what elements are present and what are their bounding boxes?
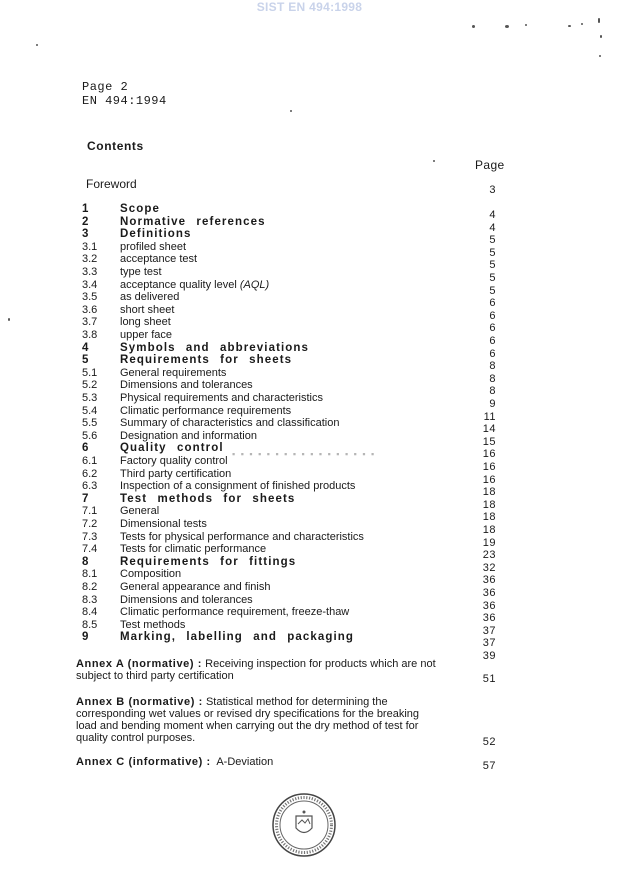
toc-entry <box>82 505 159 518</box>
toc-entry-number: 6.1 <box>82 455 98 467</box>
toc-entry-abbrev: (AQL) <box>236 278 270 291</box>
toc-entry-number: 3.3 <box>82 266 98 278</box>
toc-entry <box>82 468 231 481</box>
annex-b <box>76 696 436 744</box>
foreword-label: Foreword <box>86 177 137 191</box>
toc-entry-page: 5 <box>489 234 496 247</box>
toc-entry <box>82 203 160 216</box>
toc-entry <box>82 606 349 619</box>
toc-entry-page: 18 <box>482 486 496 499</box>
toc-entry <box>82 556 296 569</box>
toc-entry-number: 3.5 <box>82 291 98 304</box>
toc-entry-number: 4 <box>82 341 89 354</box>
toc-entry-title: Normative references <box>120 215 266 228</box>
toc-entry <box>82 417 339 430</box>
toc-entry-number: 5 <box>82 354 89 367</box>
toc-entry-title: Requirements for fittings <box>120 555 297 568</box>
toc-entry-number: 2 <box>82 215 89 228</box>
toc-entry-title: Symbols and abbreviations <box>120 341 310 354</box>
toc-entry-title: type test <box>120 266 162 278</box>
toc-entry-page: 6 <box>489 309 496 322</box>
toc-entry <box>82 442 224 455</box>
toc-entry-number: 5.4 <box>82 404 98 417</box>
faint-stamp-text: ▪ ▪ ▪ ▪ ▪ ▪ ▪ ▪ ▪ ▪ ▪ ▪ ▪ ▪ ▪ ▪ ▪ <box>232 449 376 459</box>
official-seal <box>271 792 337 858</box>
toc-entry-page: 14 <box>482 423 496 436</box>
annex-b-text: Statistical method for determining the corresponding wet values or revised dry specifications for the breaking load and bending moment when carrying out the dry method of test for quality control purposes. <box>76 696 420 744</box>
toc-entry-number: 5.3 <box>82 392 98 404</box>
annex-c-page: 57 <box>482 760 496 772</box>
toc-entry-number: 7.2 <box>82 518 98 530</box>
toc-entry-page: 36 <box>482 599 496 612</box>
toc-entry <box>82 531 364 544</box>
toc-entry-number: 5.2 <box>82 379 98 392</box>
toc-entry-number: 3.8 <box>82 329 98 341</box>
toc-entry <box>82 480 355 493</box>
toc-entry-page: 5 <box>489 246 496 259</box>
toc-entry-title: Scope <box>120 203 161 215</box>
toc-entry <box>82 405 291 418</box>
toc-entry-number: 7.3 <box>82 530 98 543</box>
toc-entry-page: 37 <box>482 624 496 637</box>
toc-entry-page: 16 <box>482 461 496 473</box>
toc-entry-title: General requirements <box>120 366 227 379</box>
toc-entry-title: Summary of characteristics and classification <box>120 417 340 430</box>
toc-entry-number: 6.3 <box>82 480 98 493</box>
toc-entry-page: 6 <box>489 297 496 310</box>
toc-entry <box>82 455 228 468</box>
toc-entry-title: Composition <box>120 568 182 581</box>
toc-entry-title: as delivered <box>120 291 180 304</box>
toc-entry-page: 16 <box>482 473 496 486</box>
annex-c-text: A-Deviation <box>216 756 274 768</box>
toc-entry-page: 5 <box>489 272 496 284</box>
toc-entry-page: 5 <box>489 284 496 297</box>
toc-entry-page: 37 <box>482 637 496 650</box>
toc-entry <box>82 279 269 292</box>
toc-entry-title: Marking, labelling and packaging <box>120 631 355 644</box>
toc-entry-page: 4 <box>489 209 496 221</box>
toc-entry-title: Climatic performance requirement, freeze-thaw <box>120 606 350 619</box>
toc-entry-number: 8.5 <box>82 618 98 631</box>
toc-entry-number: 5.1 <box>82 366 98 379</box>
toc-entry-title: Dimensions and tolerances <box>120 379 253 392</box>
toc-entry <box>82 568 181 581</box>
toc-entry-number: 9 <box>82 631 89 644</box>
toc-entry-title: Tests for physical performance and characteristics <box>120 530 364 543</box>
toc-entry-title: Requirements for sheets <box>120 354 293 367</box>
toc-entry-number: 8.3 <box>82 593 98 606</box>
toc-entry <box>82 291 179 304</box>
toc-entry <box>82 354 292 367</box>
toc-entry <box>82 216 266 229</box>
toc-entry-page: 8 <box>489 360 496 373</box>
contents-title: Contents <box>87 139 144 153</box>
toc-entry-title: Quality control <box>120 442 224 455</box>
toc-entry-page: 32 <box>482 561 496 574</box>
toc-entry <box>82 342 309 355</box>
toc-entry-number: 1 <box>82 203 89 215</box>
toc-entry <box>82 631 354 644</box>
toc-entry-page: 18 <box>482 498 496 511</box>
toc-entry-page: 8 <box>489 385 496 398</box>
toc-entry-number: 7.4 <box>82 543 98 556</box>
toc-entry-page: 11 <box>483 410 496 423</box>
toc-entry-number: 5.5 <box>82 417 98 430</box>
toc-entry-title: Factory quality control <box>120 455 228 467</box>
annex-c <box>76 756 456 768</box>
annex-b-label: Annex B (normative) : <box>76 696 203 708</box>
toc-entry-title: acceptance quality level <box>120 278 237 291</box>
toc-entry-number: 7 <box>82 492 89 505</box>
page-column-label: Page <box>475 158 505 172</box>
toc-entry-title: Inspection of a consignment of finished products <box>120 480 356 493</box>
toc-entry <box>82 619 185 632</box>
toc-entry-title: Definitions <box>120 228 192 241</box>
toc-entry-page: 4 <box>489 221 496 234</box>
toc-entry-title: General <box>120 505 160 518</box>
toc-entry-page: 23 <box>482 549 496 562</box>
toc-entry <box>82 228 192 241</box>
toc-entry-number: 3.1 <box>82 240 98 253</box>
toc-entry-title: short sheet <box>120 303 175 316</box>
toc-entry-title: Third party certification <box>120 467 232 480</box>
toc-entry <box>82 392 323 405</box>
toc-entry <box>82 329 172 342</box>
toc-entry-number: 6.2 <box>82 467 98 480</box>
toc-entry-page: 15 <box>482 435 496 448</box>
toc-entry-number: 3.2 <box>82 253 98 266</box>
toc-entry-page: 36 <box>482 587 496 599</box>
watermark: SIST EN 494:1998 <box>256 0 363 14</box>
toc-entry <box>82 316 171 329</box>
toc-entry-page: 16 <box>482 448 496 461</box>
toc-entry-page: 36 <box>482 612 496 625</box>
toc-extra-page: 39 <box>482 650 496 662</box>
toc-entry-page: 6 <box>489 335 496 347</box>
toc-entry-title: Test methods for sheets <box>120 492 296 505</box>
toc-entry <box>82 543 266 556</box>
toc-entry-page: 18 <box>482 524 496 536</box>
toc-entry <box>82 518 207 531</box>
toc-entry-page: 6 <box>489 322 496 335</box>
toc-entry-title: acceptance test <box>120 253 198 266</box>
toc-entry-title: Designation and information <box>120 429 257 442</box>
toc-entry-title: Climatic performance requirements <box>120 404 292 417</box>
toc-entry-page: 9 <box>489 398 496 410</box>
toc-entry-number: 8.1 <box>82 568 98 581</box>
toc-entry-page: 18 <box>482 511 496 524</box>
toc-entry-number: 7.1 <box>82 505 98 518</box>
toc-entry-title: Physical requirements and characteristics <box>120 392 323 404</box>
toc-entry <box>82 266 162 279</box>
toc-entry <box>82 253 197 266</box>
annex-a <box>76 658 456 682</box>
annex-a-label: Annex A (normative) : <box>76 658 203 670</box>
foreword-page: 3 <box>489 184 496 196</box>
annex-a-text: Receiving inspection for products which are not subject to third party certification <box>76 658 436 682</box>
standard-number: EN 494:1994 <box>82 94 167 108</box>
toc-entry <box>82 594 253 607</box>
toc-entry-number: 3.4 <box>82 278 98 291</box>
toc-entry <box>82 367 226 380</box>
toc-entry <box>82 241 186 254</box>
annex-c-label: Annex C (informative) : <box>76 756 211 768</box>
toc-entry <box>82 304 174 317</box>
toc-entry-title: Test methods <box>120 618 186 631</box>
toc-entry <box>82 581 270 594</box>
toc-entry-page: 36 <box>482 574 496 587</box>
toc-entry-title: Dimensions and tolerances <box>120 593 253 606</box>
toc-entry-number: 3.7 <box>82 316 98 329</box>
toc-entry-page: 8 <box>489 372 496 385</box>
toc-entry-title: profiled sheet <box>120 240 187 253</box>
toc-entry <box>82 493 295 506</box>
toc-entry-number: 5.6 <box>82 429 98 442</box>
toc-entry-title: General appearance and finish <box>120 581 271 593</box>
toc-entry-number: 3.6 <box>82 303 98 316</box>
toc-entry-number: 6 <box>82 442 89 455</box>
toc-entry-page: 6 <box>489 347 496 360</box>
toc-entry-page: 5 <box>489 259 496 272</box>
toc-entry-title: Tests for climatic performance <box>120 543 267 556</box>
page-number: Page 2 <box>82 80 129 94</box>
annex-b-page: 52 <box>482 736 496 748</box>
toc-entry-title: Dimensional tests <box>120 518 207 530</box>
toc-entry-title: upper face <box>120 329 172 341</box>
toc-entry <box>82 430 257 443</box>
toc-entry-page: 19 <box>482 536 496 549</box>
toc-entry-number: 8.2 <box>82 581 98 593</box>
toc-entry-number: 3 <box>82 228 89 241</box>
annex-a-page: 51 <box>482 673 496 685</box>
toc-entry-number: 8.4 <box>82 606 98 619</box>
toc-entry-number: 8 <box>82 555 89 568</box>
toc-entry <box>82 379 253 392</box>
toc-entry-title: long sheet <box>120 316 171 329</box>
